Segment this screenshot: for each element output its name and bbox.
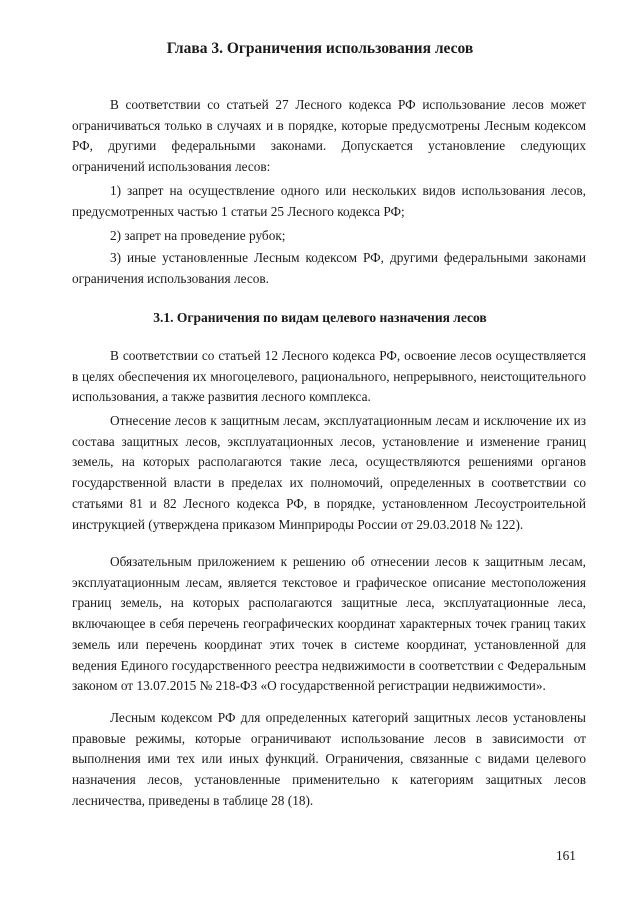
body-paragraph-3: Обязательным приложением к решению об отнесении лесов к защитным лесам, эксплуатационным лесам, является текстовое и графическое описание местоположения границ земель, на которых располагаются защитные леса, эксплуатационные леса, включающее в себя перечень географических координат характерных точек границ таких земель или перечень координат этих точек в системе координат, установленной для ведения Единого государственного реестра недвижимости в соответствии с Федеральным законом от 13.07.2015 № 218-ФЗ «О государственной регистрации недвижимости». xyxy=(72,554,586,694)
list-item-2: 2) запрет на проведение рубок; xyxy=(110,228,286,243)
section-title: 3.1. Ограничения по видам целевого назначения лесов xyxy=(153,310,487,325)
intro-paragraph: В соответствии со статьей 27 Лесного кодекса РФ использование лесов может ограничиваться только в случаях и в порядке, которые предусмотрены Лесным кодексом РФ, другими федеральными законами. Допускается установление следующих ограничений использования лесов: xyxy=(72,97,586,175)
body-paragraph-2: Отнесение лесов к защитным лесам, эксплуатационным лесам и исключение их из состава защитных лесов, эксплуатационных лесов, установление и изменение границ земель, на которых располагаются такие леса, осуществляются решениями органов государственной власти в пределах их полномочий, определенных в соответствии со статьями 81 и 82 Лесного кодекса РФ, в порядке, установленном Лесоустроительной инструкцией (утверждена приказом Минприроды России от 29.03.2018 № 122). xyxy=(72,413,586,532)
body-paragraph-4: Лесным кодексом РФ для определенных категорий защитных лесов установлены правовые режимы, которые ограничивают использование лесов в зависимости от выполнения ими тех или иных функций. Ограничения, связанные с видами целевого назначения лесов, установленные применительно к категориям защитных лесов лесничества, приведены в таблице 28 (18). xyxy=(72,710,586,808)
chapter-title: Глава 3. Ограничения использования лесов xyxy=(166,40,474,57)
list-item-1: 1) запрет на осуществление одного или нескольких видов использования лесов, предусмотренных частью 1 статьи 25 Лесного кодекса РФ; xyxy=(72,183,586,219)
list-item-3: 3) иные установленные Лесным кодексом РФ, другими федеральными законами ограничения использования лесов. xyxy=(72,250,586,286)
page-number: 161 xyxy=(556,848,576,863)
body-paragraph-1: В соответствии со статьей 12 Лесного кодекса РФ, освоение лесов осуществляется в целях обеспечения их многоцелевого, рационального, непрерывного, неистощительного использования, а также развития лесного комплекса. xyxy=(72,348,586,405)
